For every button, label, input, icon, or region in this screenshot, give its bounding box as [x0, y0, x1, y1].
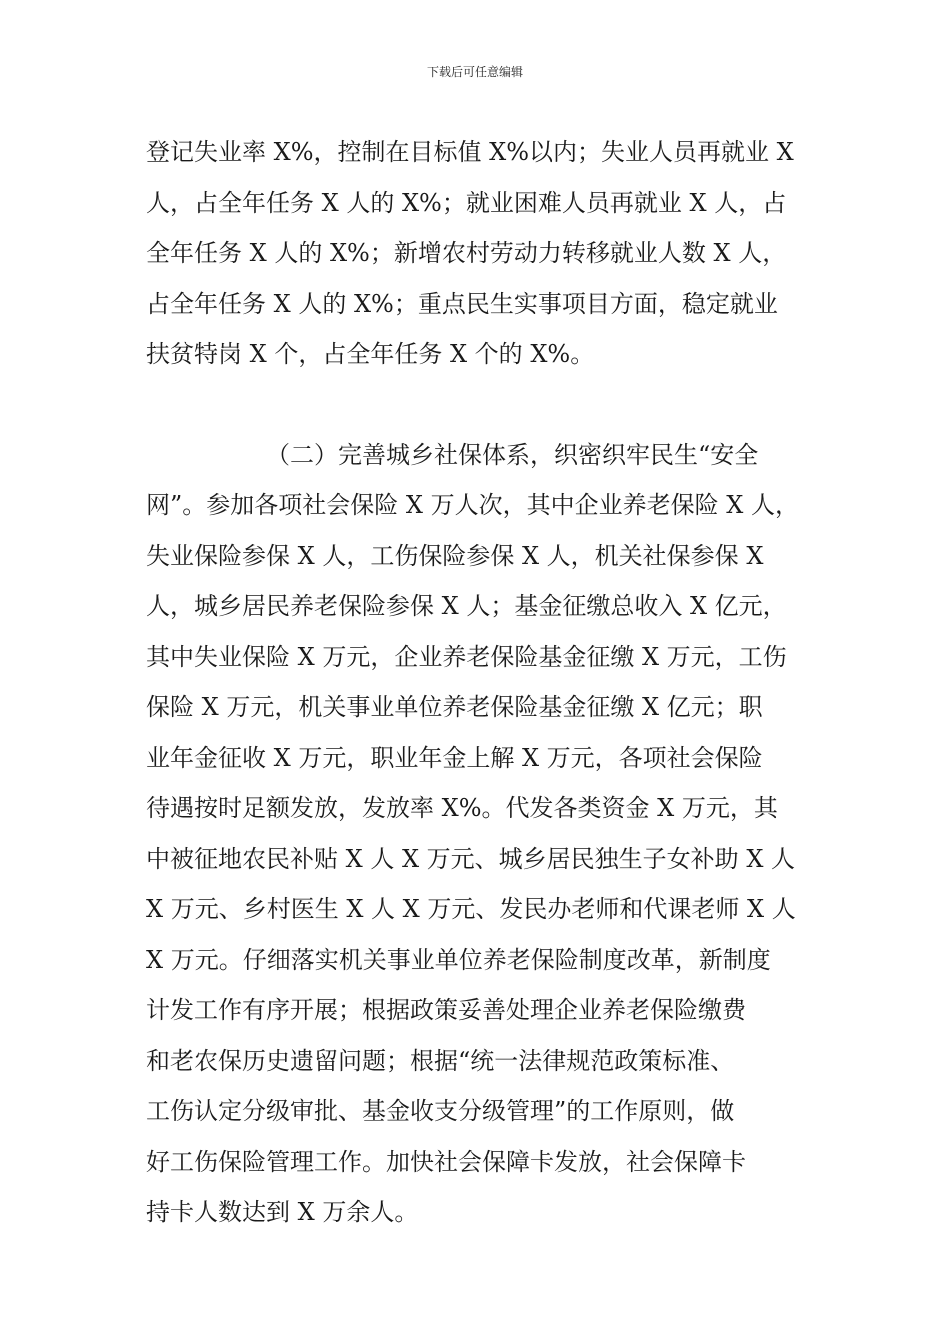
text-line: 计发工作有序开展；根据政策妥善处理企业养老保险缴费	[146, 996, 746, 1024]
text-line: 其中失业保险 X 万元，企业养老保险基金征缴 X 万元，工伤	[146, 642, 787, 671]
text-line: 人，占全年任务 X 人的 X%；就业困难人员再就业 X 人，占	[146, 188, 787, 217]
text-line: 工伤认定分级审批、基金收支分级管理”的工作原则，做	[146, 1097, 735, 1125]
text-line: 待遇按时足额发放，发放率 X%。代发各类资金 X 万元，其	[146, 794, 778, 822]
document-body	[146, 127, 826, 1238]
text-line: 人，城乡居民养老保险参保 X 人；基金征缴总收入 X 亿元，	[146, 592, 787, 620]
text-line: 好工伤保险管理工作。加快社会保障卡发放，社会保障卡	[146, 1147, 746, 1176]
text-line: 中被征地农民补贴 X 人 X 万元、城乡居民独生子女补助 X 人	[146, 844, 796, 873]
text-line: 网”。参加各项社会保险 X 万人次，其中企业养老保险 X 人，	[146, 491, 799, 519]
paragraph-employment	[146, 127, 826, 380]
paragraph-gap	[146, 380, 826, 430]
section-heading-line: （二）完善城乡社保体系，织密织牢民生“安全	[266, 440, 759, 469]
page-header: 下载后可任意编辑	[426, 65, 523, 79]
text-line: 持卡人数达到 X 万余人。	[146, 1198, 419, 1226]
text-line: 和老农保历史遗留问题；根据“统一法律规范政策标准、	[146, 1046, 735, 1075]
text-line: 失业保险参保 X 人，工伤保险参保 X 人，机关社保参保 X	[146, 541, 764, 570]
text-line: 扶贫特岗 X 个，占全年任务 X 个的 X%。	[146, 340, 595, 368]
text-line: 全年任务 X 人的 X%；新增农村劳动力转移就业人数 X 人，	[146, 239, 787, 267]
text-line: X 万元、乡村医生 X 人 X 万元、发民办老师和代课老师 X 人	[146, 895, 796, 923]
text-line: 业年金征收 X 万元，职业年金上解 X 万元，各项社会保险	[146, 743, 763, 772]
text-line: 登记失业率 X%，控制在目标值 X%以内；失业人员再就业 X	[146, 138, 794, 166]
paragraph-social-security	[146, 430, 826, 1238]
text-line: X 万元。仔细落实机关事业单位养老保险制度改革，新制度	[146, 945, 771, 974]
text-line: 占全年任务 X 人的 X%；重点民生实事项目方面，稳定就业	[146, 289, 778, 318]
text-line: 保险 X 万元，机关事业单位养老保险基金征缴 X 亿元；职	[146, 693, 763, 721]
